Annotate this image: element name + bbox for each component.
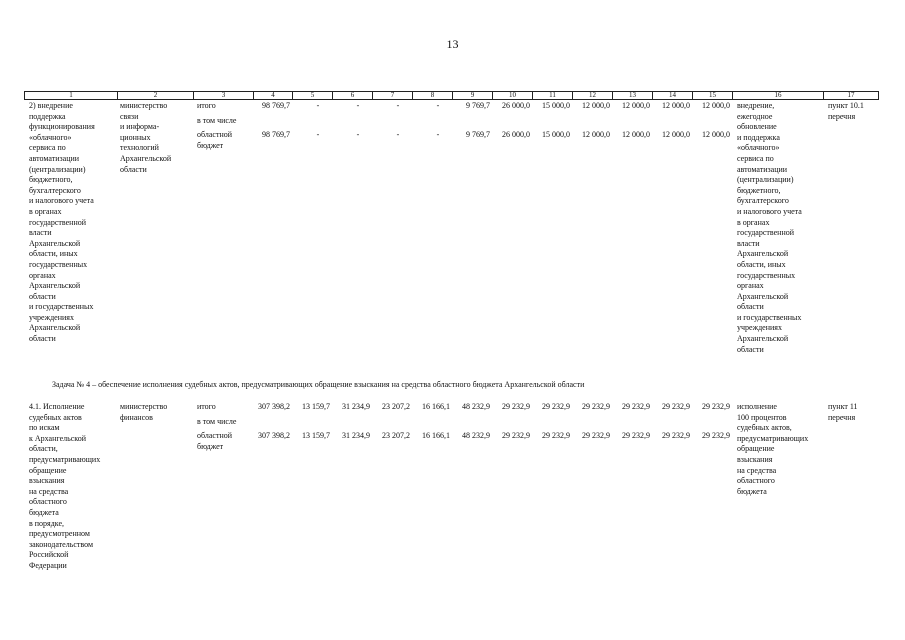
column-header-3: 3 (194, 92, 254, 99)
reference-cell: пункт 10.1 перечня (828, 101, 864, 121)
task-name-cell: 2) внедрение поддержка функционирования «облачного» сервиса по автоматизации (централизации) бюджетного, бухгалтерского и налогового учета в органах государственной власти Архангельской области, иных государственных органах Архангельской области и государственных учреждениях Архангельской области (29, 101, 95, 344)
column-header-13: 13 (613, 92, 653, 99)
column-header-12: 12 (573, 92, 613, 99)
total-value-cell: 26 000,0 (502, 101, 530, 110)
source-total-label: итого (197, 101, 216, 110)
budget-value-cell: 23 207,2 (382, 431, 410, 440)
budget-value-cell: 307 398,2 (258, 431, 290, 440)
source-budget-label: областной бюджет (197, 431, 233, 451)
total-value-cell: 48 232,9 (462, 402, 490, 411)
budget-value-cell: 12 000,0 (702, 130, 730, 139)
total-value-cell: 29 232,9 (542, 402, 570, 411)
total-value-cell: 15 000,0 (542, 101, 570, 110)
budget-value-cell: - (436, 130, 440, 139)
total-value-cell: 12 000,0 (702, 101, 730, 110)
column-header-14: 14 (653, 92, 693, 99)
total-value-cell: 29 232,9 (502, 402, 530, 411)
budget-value-cell: 12 000,0 (662, 130, 690, 139)
column-header-6: 6 (333, 92, 373, 99)
column-header-9: 9 (453, 92, 493, 99)
budget-value-cell: 26 000,0 (502, 130, 530, 139)
total-value-cell: 98 769,7 (262, 101, 290, 110)
task-heading: Задача № 4 – обеспечение исполнения судебных актов, предусматривающих обращение взыскания на средства областного бюджета Архангельской области (52, 380, 585, 389)
budget-value-cell: 48 232,9 (462, 431, 490, 440)
total-value-cell: - (436, 101, 440, 110)
result-cell: исполнение 100 процентов судебных актов, предусматривающих обращение взыскания на средства областного бюджета (737, 402, 809, 496)
source-budget-label: областной бюджет (197, 130, 233, 150)
result-cell: внедрение, ежегодное обновление и поддержка «облачного» сервиса по автоматизации (централизации) бюджетного, бухгалтерского и налогового учета в органах государственной власти Архангельской области, иных государственных органах Архангельской области и государственных учреждениях Архангельской области (737, 101, 802, 354)
budget-value-cell: 29 232,9 (662, 431, 690, 440)
budget-value-cell: 31 234,9 (342, 431, 370, 440)
total-value-cell: 29 232,9 (582, 402, 610, 411)
budget-value-cell: 16 166,1 (422, 431, 450, 440)
executor-cell: министерство финансов (120, 402, 168, 422)
task-name-cell: 4.1. Исполнение судебных актов по искам к Архангельской области, предусматривающих обращение взыскания на средства областного бюджета в порядке, предусмотренном законодательством Российской Федерации (29, 402, 101, 570)
budget-value-cell: 13 159,7 (302, 431, 330, 440)
column-header-10: 10 (493, 92, 533, 99)
page-number: 13 (446, 37, 459, 51)
column-header-17: 17 (824, 92, 879, 99)
column-header-11: 11 (533, 92, 573, 99)
source-including-label: в том числе (197, 116, 237, 125)
budget-value-cell: - (396, 130, 400, 139)
executor-cell: министерство связи и информа- ционных технологий Архангельской области (120, 101, 172, 174)
column-header-4: 4 (254, 92, 293, 99)
budget-value-cell: 29 232,9 (582, 431, 610, 440)
budget-value-cell: 98 769,7 (262, 130, 290, 139)
budget-value-cell: 29 232,9 (702, 431, 730, 440)
budget-value-cell: 12 000,0 (622, 130, 650, 139)
column-header-8: 8 (413, 92, 453, 99)
total-value-cell: 307 398,2 (258, 402, 290, 411)
budget-value-cell: 15 000,0 (542, 130, 570, 139)
total-value-cell: 9 769,7 (466, 101, 490, 110)
reference-cell: пункт 11 перечня (828, 402, 858, 422)
total-value-cell: 29 232,9 (702, 402, 730, 411)
budget-value-cell: 29 232,9 (622, 431, 650, 440)
total-value-cell: - (396, 101, 400, 110)
total-value-cell: - (316, 101, 320, 110)
total-value-cell: 29 232,9 (662, 402, 690, 411)
column-header-2: 2 (118, 92, 194, 99)
column-header-16: 16 (733, 92, 824, 99)
column-header-7: 7 (373, 92, 413, 99)
total-value-cell: 23 207,2 (382, 402, 410, 411)
column-header-5: 5 (293, 92, 333, 99)
column-header-1: 1 (25, 92, 118, 99)
total-value-cell: 31 234,9 (342, 402, 370, 411)
budget-value-cell: - (356, 130, 360, 139)
column-header-15: 15 (693, 92, 733, 99)
budget-value-cell: - (316, 130, 320, 139)
total-value-cell: - (356, 101, 360, 110)
total-value-cell: 12 000,0 (662, 101, 690, 110)
total-value-cell: 29 232,9 (622, 402, 650, 411)
budget-value-cell: 29 232,9 (542, 431, 570, 440)
budget-value-cell: 29 232,9 (502, 431, 530, 440)
budget-value-cell: 9 769,7 (466, 130, 490, 139)
table-header-row (24, 91, 879, 100)
total-value-cell: 13 159,7 (302, 402, 330, 411)
total-value-cell: 12 000,0 (582, 101, 610, 110)
total-value-cell: 12 000,0 (622, 101, 650, 110)
budget-value-cell: 12 000,0 (582, 130, 610, 139)
source-including-label: в том числе (197, 417, 237, 426)
total-value-cell: 16 166,1 (422, 402, 450, 411)
source-total-label: итого (197, 402, 216, 411)
